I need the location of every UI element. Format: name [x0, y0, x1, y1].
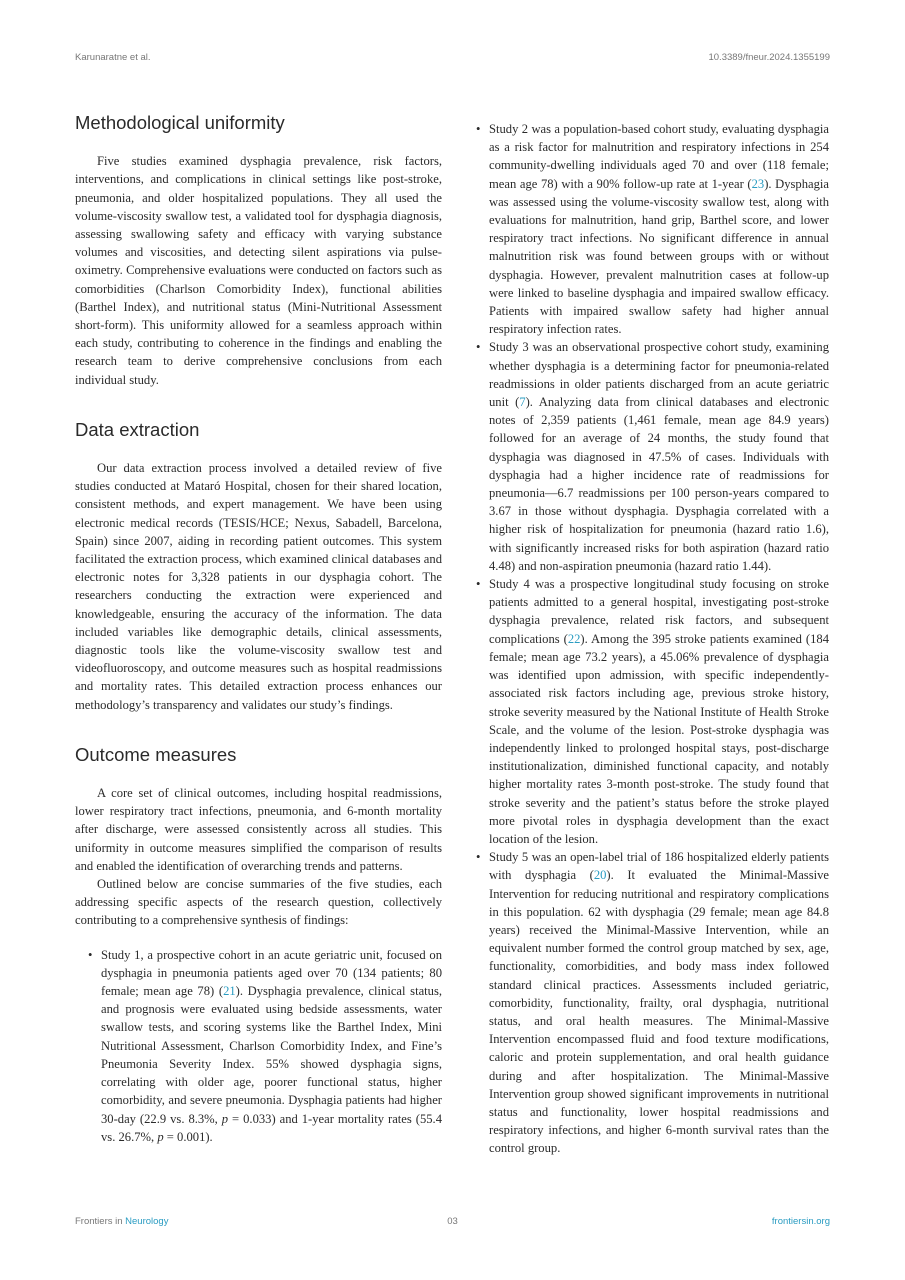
- study-text: ). Among the 395 stroke patients examined (184 female; mean age 73.2 years), a 45.06% prevalence of dysphagia was identified upon admission, with specific independently-associated risk factors including age, previous stroke history, stroke severity measured by the National Institute of Health Stroke Scale, and the volume of the lesion. Post-stroke dysphagia was independently linked to prolonged hospital stays, post-discharge institutionalization, diminished functional capacity, and notably higher mortality rates 3-month post-stroke. The study found that stroke severity and the patient’s status before the stroke played more pivotal roles in dysphagia development than the exact location of the lesion.: [489, 631, 829, 846]
- running-footer: [75, 1216, 830, 1227]
- section-heading: Data extraction: [75, 418, 200, 440]
- bullet-glyph: •: [88, 947, 93, 962]
- citation-link-20[interactable]: 20: [593, 868, 607, 883]
- citation-link-23[interactable]: 23: [751, 176, 765, 191]
- journal-prefix: Frontiers in: [75, 1216, 126, 1227]
- website-link[interactable]: frontiersin.org: [771, 1216, 830, 1227]
- page-number: 03: [447, 1216, 458, 1227]
- section-outcome-measures: [75, 744, 442, 1146]
- body-paragraph: A core set of clinical outcomes, including hospital readmissions, lower respiratory tract infections, pneumonia, and 6-month mortality after discharge, were assessed consistently across all studies. This uniformity in outcome measures simplified the comparison of results and enabled the identification of overarching trends and patterns.: [75, 786, 442, 873]
- study-text: Study 1, a prospective cohort in an acute geriatric unit, focused on dysphagia in pneumonia patients aged over 70 (134 patients; 80 female; mean age 78) (: [101, 947, 442, 999]
- journal-name-link[interactable]: Neurology: [125, 1216, 169, 1227]
- citation-link-21[interactable]: 21: [223, 984, 236, 999]
- right-column: [462, 120, 829, 1158]
- study-text: Study 5 was an open-label trial of 186 hospitalized elderly patients with dysphagia (: [489, 850, 829, 883]
- doi-label: 10.3389/fneur.2024.1355199: [708, 52, 830, 63]
- p-value-symbol: p: [221, 1111, 229, 1126]
- bullet-glyph: •: [476, 577, 481, 592]
- p-value-symbol: p: [157, 1129, 164, 1144]
- study-text: ). Dysphagia was assessed using the volume-viscosity swallow test, along with evaluations for malnutrition, hand grip, Barthel score, and lower respiratory tract infections. No significant difference in annual malnutrition risk was found between groups with or without dysphagia. However, prevalent malnutrition cases at follow-up were linked to baseline dysphagia and impaired swallow efficacy. Patients with impaired swallow safety had higher annual respiratory infection rates.: [489, 176, 829, 337]
- study-1-item: [75, 946, 442, 1146]
- study-text: ). Dysphagia prevalence, clinical status, and prognosis were evaluated using bedside assessments, water swallow tests, and scoring systems like the Barthel Index, Mini Nutritional Assessment, Charlson Comorbidity Index, and Fine’s Pneumonia Severity Index. 55% showed dysphagia signs, correlating with older age, poorer functional status, higher comorbidity, and severe pneumonia. Dysphagia patients had higher 30-day (22.9 vs. 8.3%,: [101, 984, 442, 1126]
- citation-link-22[interactable]: 22: [567, 631, 581, 646]
- study-text: Study 2 was a population-based cohort study, evaluating dysphagia as a risk factor for malnutrition and respiratory infections in 254 community-dwelling individuals aged 70 and over (118 female; mean age 78) with a 90% follow-up rate at 1-year (: [489, 122, 829, 191]
- study-text: ). It evaluated the Minimal-Massive Intervention for reducing nutritional and respiratory complications in this population. 62 with dysphagia (29 female; mean age 84.8 years) received the Minimal-Massive Intervention, while an equivalent number formed the control group matched by sex, age, functionality, comorbidities, and body mass index followed standard clinical practices. Assessments included geriatric, comorbidity, functionality, frailty, oral dysphagia, nutritional status, and oral health measures. The Minimal-Massive Intervention encompassed fluid and food texture modifications, caloric and protein supplementation, and oral health guidance during and after hospitalization. The Minimal-Massive Intervention group showed significant improvements in nutritional status and functionality, lower hospital readmissions and respiratory infections, and higher 6-month survival rates than the control group.: [489, 868, 829, 1156]
- running-header: [75, 52, 830, 63]
- section-heading: Outcome measures: [75, 743, 237, 765]
- study-2-item: [462, 120, 829, 338]
- journal-label: [75, 1216, 168, 1227]
- study-5-item: [462, 848, 829, 1157]
- study-text: Study 3 was an observational prospective cohort study, examining whether dysphagia is a determining factor for pneumonia-related readmissions in older patients discharged from an acute geriatric unit (: [489, 340, 829, 410]
- study-list: [462, 120, 829, 1158]
- study-3-item: [462, 338, 829, 575]
- study-text: = 0.033) and 1-year mortality rates (55.4 vs. 26.7%,: [101, 1111, 442, 1144]
- study-text: Study 4 was a prospective longitudinal study focusing on stroke patients admitted to a general hospital, investigating post-stroke dysphagia prevalence, related risk factors, and subsequent complications (: [489, 577, 829, 646]
- bullet-glyph: •: [476, 122, 481, 136]
- section-heading: Methodological uniformity: [75, 112, 285, 133]
- bullet-glyph: •: [476, 340, 481, 355]
- section-data-extraction: [75, 419, 442, 714]
- body-paragraph: Our data extraction process involved a detailed review of five studies conducted at Mataró Hospital, chosen for their shared location, consistent methods, and expert management. We have been using electronic medical records (TESIS/HCE; Nexus, Sabadell, Barcelona, Spain) since 2007, aiding in recording patient outcomes. This system facilitated the extraction process, which examined clinical databases and electronic notes for 3,328 patients in our dysphagia cohort. The researchers conducting the extraction were experienced and knowledgeable, ensuring the accuracy of the information. The data included variables like demographic details, clinical assessments, diagnostic tools like the volume-viscosity swallow test and videofluoroscopy, and outcome measures such as hospital readmissions and mortality rates. This detailed extraction process enhances our methodology’s transparency and validates our study’s findings.: [75, 461, 442, 712]
- citation-link-7[interactable]: 7: [519, 395, 526, 410]
- author-running-head: Karunaratne et al.: [75, 52, 151, 63]
- bullet-glyph: •: [476, 850, 481, 865]
- section-methodological-uniformity: [75, 112, 442, 389]
- study-text: = 0.001).: [163, 1129, 213, 1144]
- left-column: [75, 112, 442, 1176]
- study-text: ). Analyzing data from clinical databases and electronic notes of 2,359 patients (1,461 female, mean age 84.9 years) followed for an average of 24 months, the study found that dysphagia was diagnosed in 47.5% of cases. Individuals with dysphagia had a higher incidence rate of readmissions for pneumonia—6.7 readmissions per 100 person-years compared to 3.67 in those without dysphagia. Dysphagia correlated with a higher risk of hospitalization for pneumonia (hazard ratio 1.6), with significantly increased risks for both aspiration (hazard ratio 4.48) and non-aspiration pneumonia (hazard ratio 1.44).: [489, 395, 829, 573]
- study-4-item: [462, 575, 829, 848]
- body-paragraph: Outlined below are concise summaries of the five studies, each addressing specific aspects of the research question, collectively contributing to a comprehensive synthesis of findings:: [75, 877, 442, 928]
- body-paragraph: Five studies examined dysphagia prevalence, risk factors, interventions, and complications in clinical settings like post-stroke, pneumonia, and older hospitalized populations. They all used the volume-viscosity swallow test, a validated tool for dysphagia diagnosis, assessing swallowing safety and efficacy with varying substance volumes and viscosities, and detecting silent aspirations via pulse-oximetry. Comprehensive evaluations were conducted on factors such as comorbidities (Charlson Comorbidity Index), functional abilities (Barthel Index), and nutritional status (Mini-Nutritional Assessment short-form). This uniformity allowed for a seamless approach within each study, contributing to coherence in the findings and enabling the research team to derive comprehensive conclusions from each individual study.: [75, 154, 442, 387]
- study-list: [75, 946, 442, 1146]
